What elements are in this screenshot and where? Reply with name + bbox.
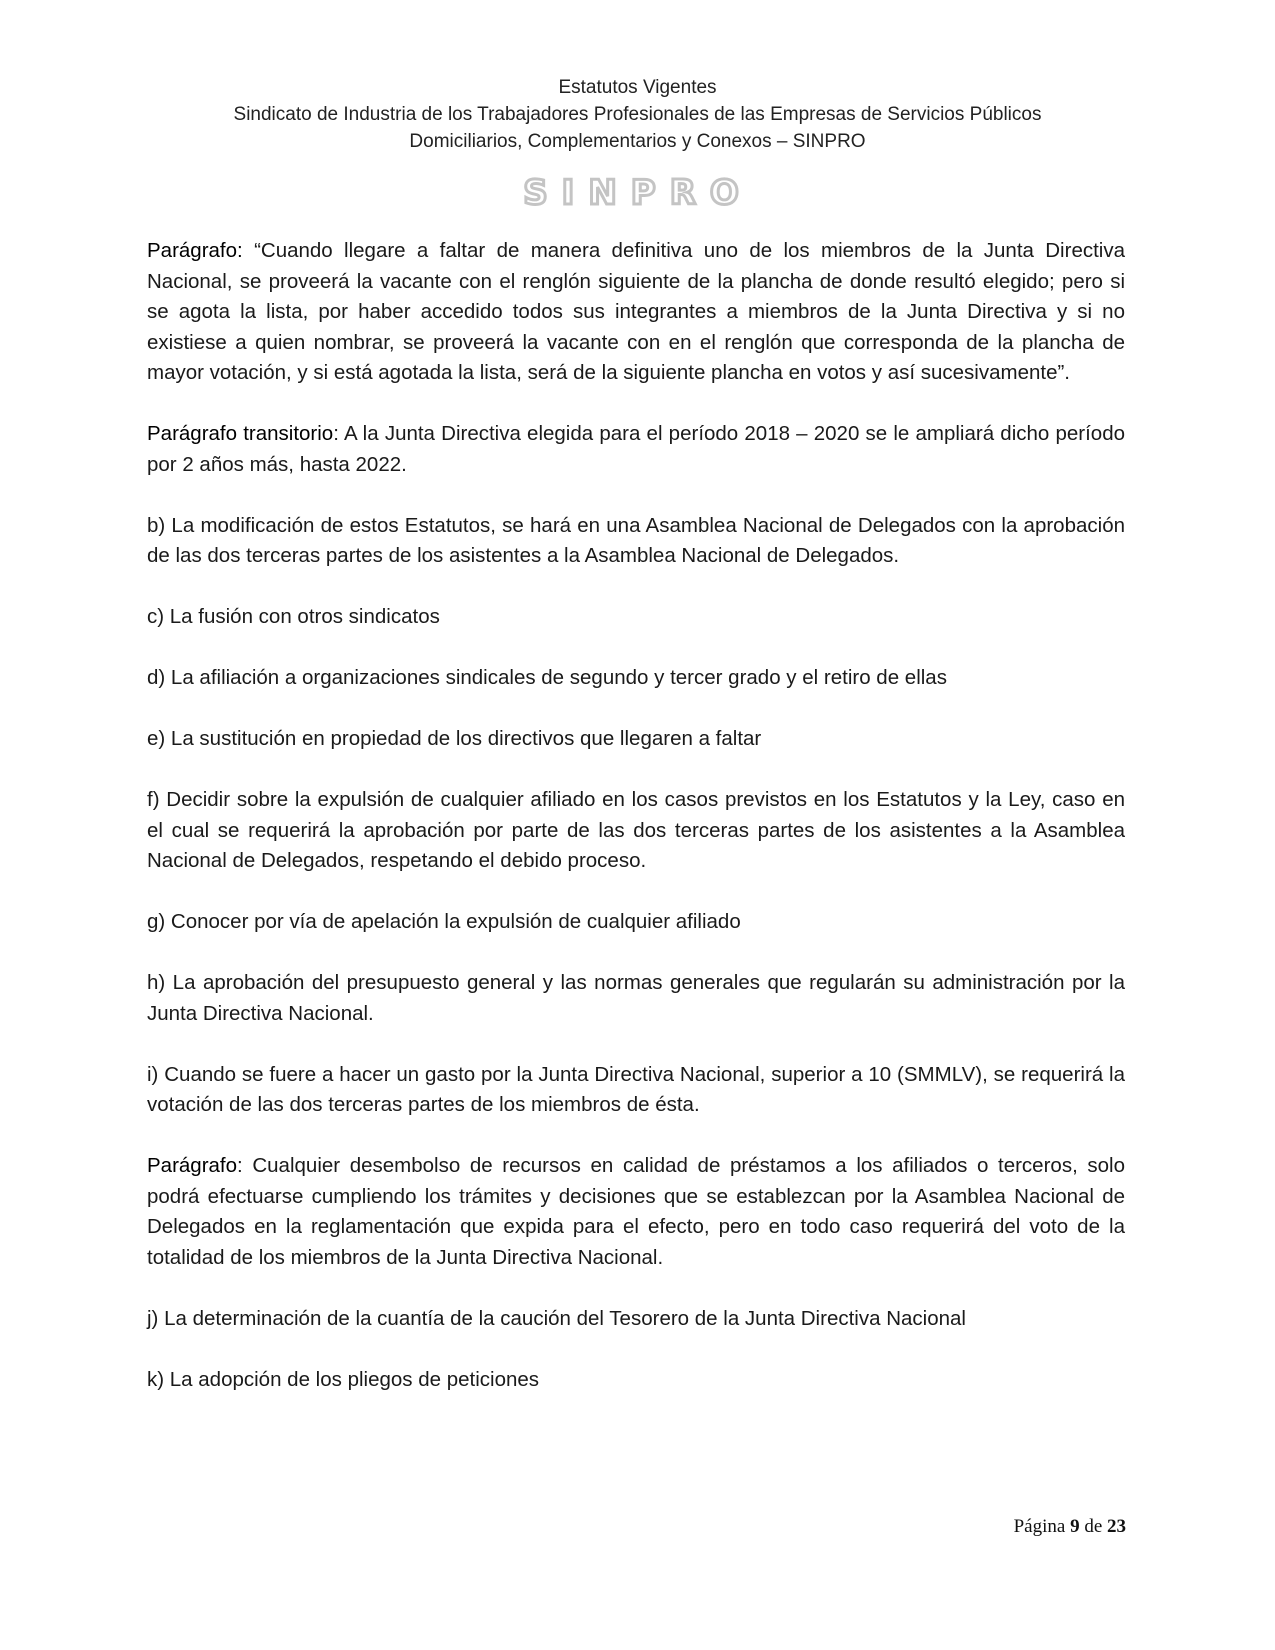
- sinpro-logo-graphic: [478, 176, 798, 208]
- list-item-d: d) La afiliación a organizaciones sindicales de segundo y tercer grado y el retiro de ellas: [147, 666, 947, 689]
- paragraph-text: “Cuando llegare a faltar de manera definitiva uno de los miembros de la Junta Directiva Nacional, se proveerá la vacante con el renglón siguiente de la plancha de donde resultó elegido; pero si se agota la lista, por haber accedido todos sus integrantes a miembros de la Junta Directiva y si no existiese a quien nombrar, se proveerá la vacante con en el renglón que corresponda de la plancha de mayor votación, y si está agotada la lista, será de la siguiente plancha en votos y así sucesivamente”.: [147, 239, 1125, 384]
- header-organization-line-2: Domiciliarios, Complementarios y Conexos – SINPRO: [409, 131, 866, 152]
- list-item-c: c) La fusión con otros sindicatos: [147, 605, 440, 628]
- paragraph-label: Parágrafo transitorio: [147, 422, 334, 445]
- paragraph-paragrafo-2: [147, 1151, 1125, 1273]
- paragraph-label: Parágrafo: [147, 1154, 238, 1177]
- document-header: [0, 74, 1275, 155]
- paragraph-paragrafo-1: [147, 236, 1125, 389]
- current-page: 9: [1070, 1516, 1080, 1537]
- list-item-e: e) La sustitución en propiedad de los directivos que llegaren a faltar: [147, 727, 762, 750]
- paragraph-text: : Cualquier desembolso de recursos en calidad de préstamos a los afiliados o terceros, solo podrá efectuarse cumpliendo los trámites y decisiones que se establezcan por la Asamblea Nacional de Delegados en la reglamentación que expida para el efecto, pero en todo caso requerirá del voto de la totalidad de los miembros de la Junta Directiva Nacional.: [147, 1154, 1125, 1269]
- page-number: [1014, 1516, 1126, 1538]
- list-item-i: i) Cuando se fuere a hacer un gasto por la Junta Directiva Nacional, superior a 10 (SMMLV), se requerirá la votación de las dos terceras partes de los miembros de ésta.: [147, 1062, 1125, 1116]
- document-body: [147, 236, 1125, 1426]
- list-item-g: g) Conocer por vía de apelación la expulsión de cualquier afiliado: [147, 910, 741, 933]
- list-item-h: h) La aprobación del presupuesto general y las normas generales que regularán su administración por la Junta Directiva Nacional.: [147, 971, 1125, 1025]
- sinpro-logo: [0, 176, 1275, 208]
- paragraph-label: Parágrafo:: [147, 239, 243, 262]
- header-title: Estatutos Vigentes: [558, 77, 717, 98]
- list-item-f: f) Decidir sobre la expulsión de cualquier afiliado en los casos previstos en los Estatutos y la Ley, caso en el cual se requerirá la aprobación por parte de las dos terceras partes de los asistentes a la Asamblea Nacional de Delegados, respetando el debido proceso.: [147, 788, 1125, 872]
- list-item-k: k) La adopción de los pliegos de peticiones: [147, 1367, 540, 1391]
- list-item-b: b) La modificación de estos Estatutos, se hará en una Asamblea Nacional de Delegados con la aprobación de las dos terceras partes de los asistentes a la Asamblea Nacional de Delegados.: [147, 513, 1125, 567]
- page-word: Página: [1013, 1516, 1066, 1537]
- total-pages: 23: [1107, 1516, 1126, 1537]
- list-item-j: j) La determinación de la cuantía de la caución del Tesorero de la Junta Directiva Nacional: [147, 1306, 966, 1330]
- of-word: de: [1084, 1516, 1103, 1537]
- paragraph-text: : A la Junta Directiva elegida para el período 2018 – 2020 se le ampliará dicho período por 2 años más, hasta 2022.: [147, 422, 1125, 476]
- paragraph-paragrafo-transitorio: [147, 419, 1125, 480]
- logo-wordmark: SINPRO: [522, 176, 753, 208]
- header-organization-line: Sindicato de Industria de los Trabajadores Profesionales de las Empresas de Servicios Públicos: [233, 104, 1042, 125]
